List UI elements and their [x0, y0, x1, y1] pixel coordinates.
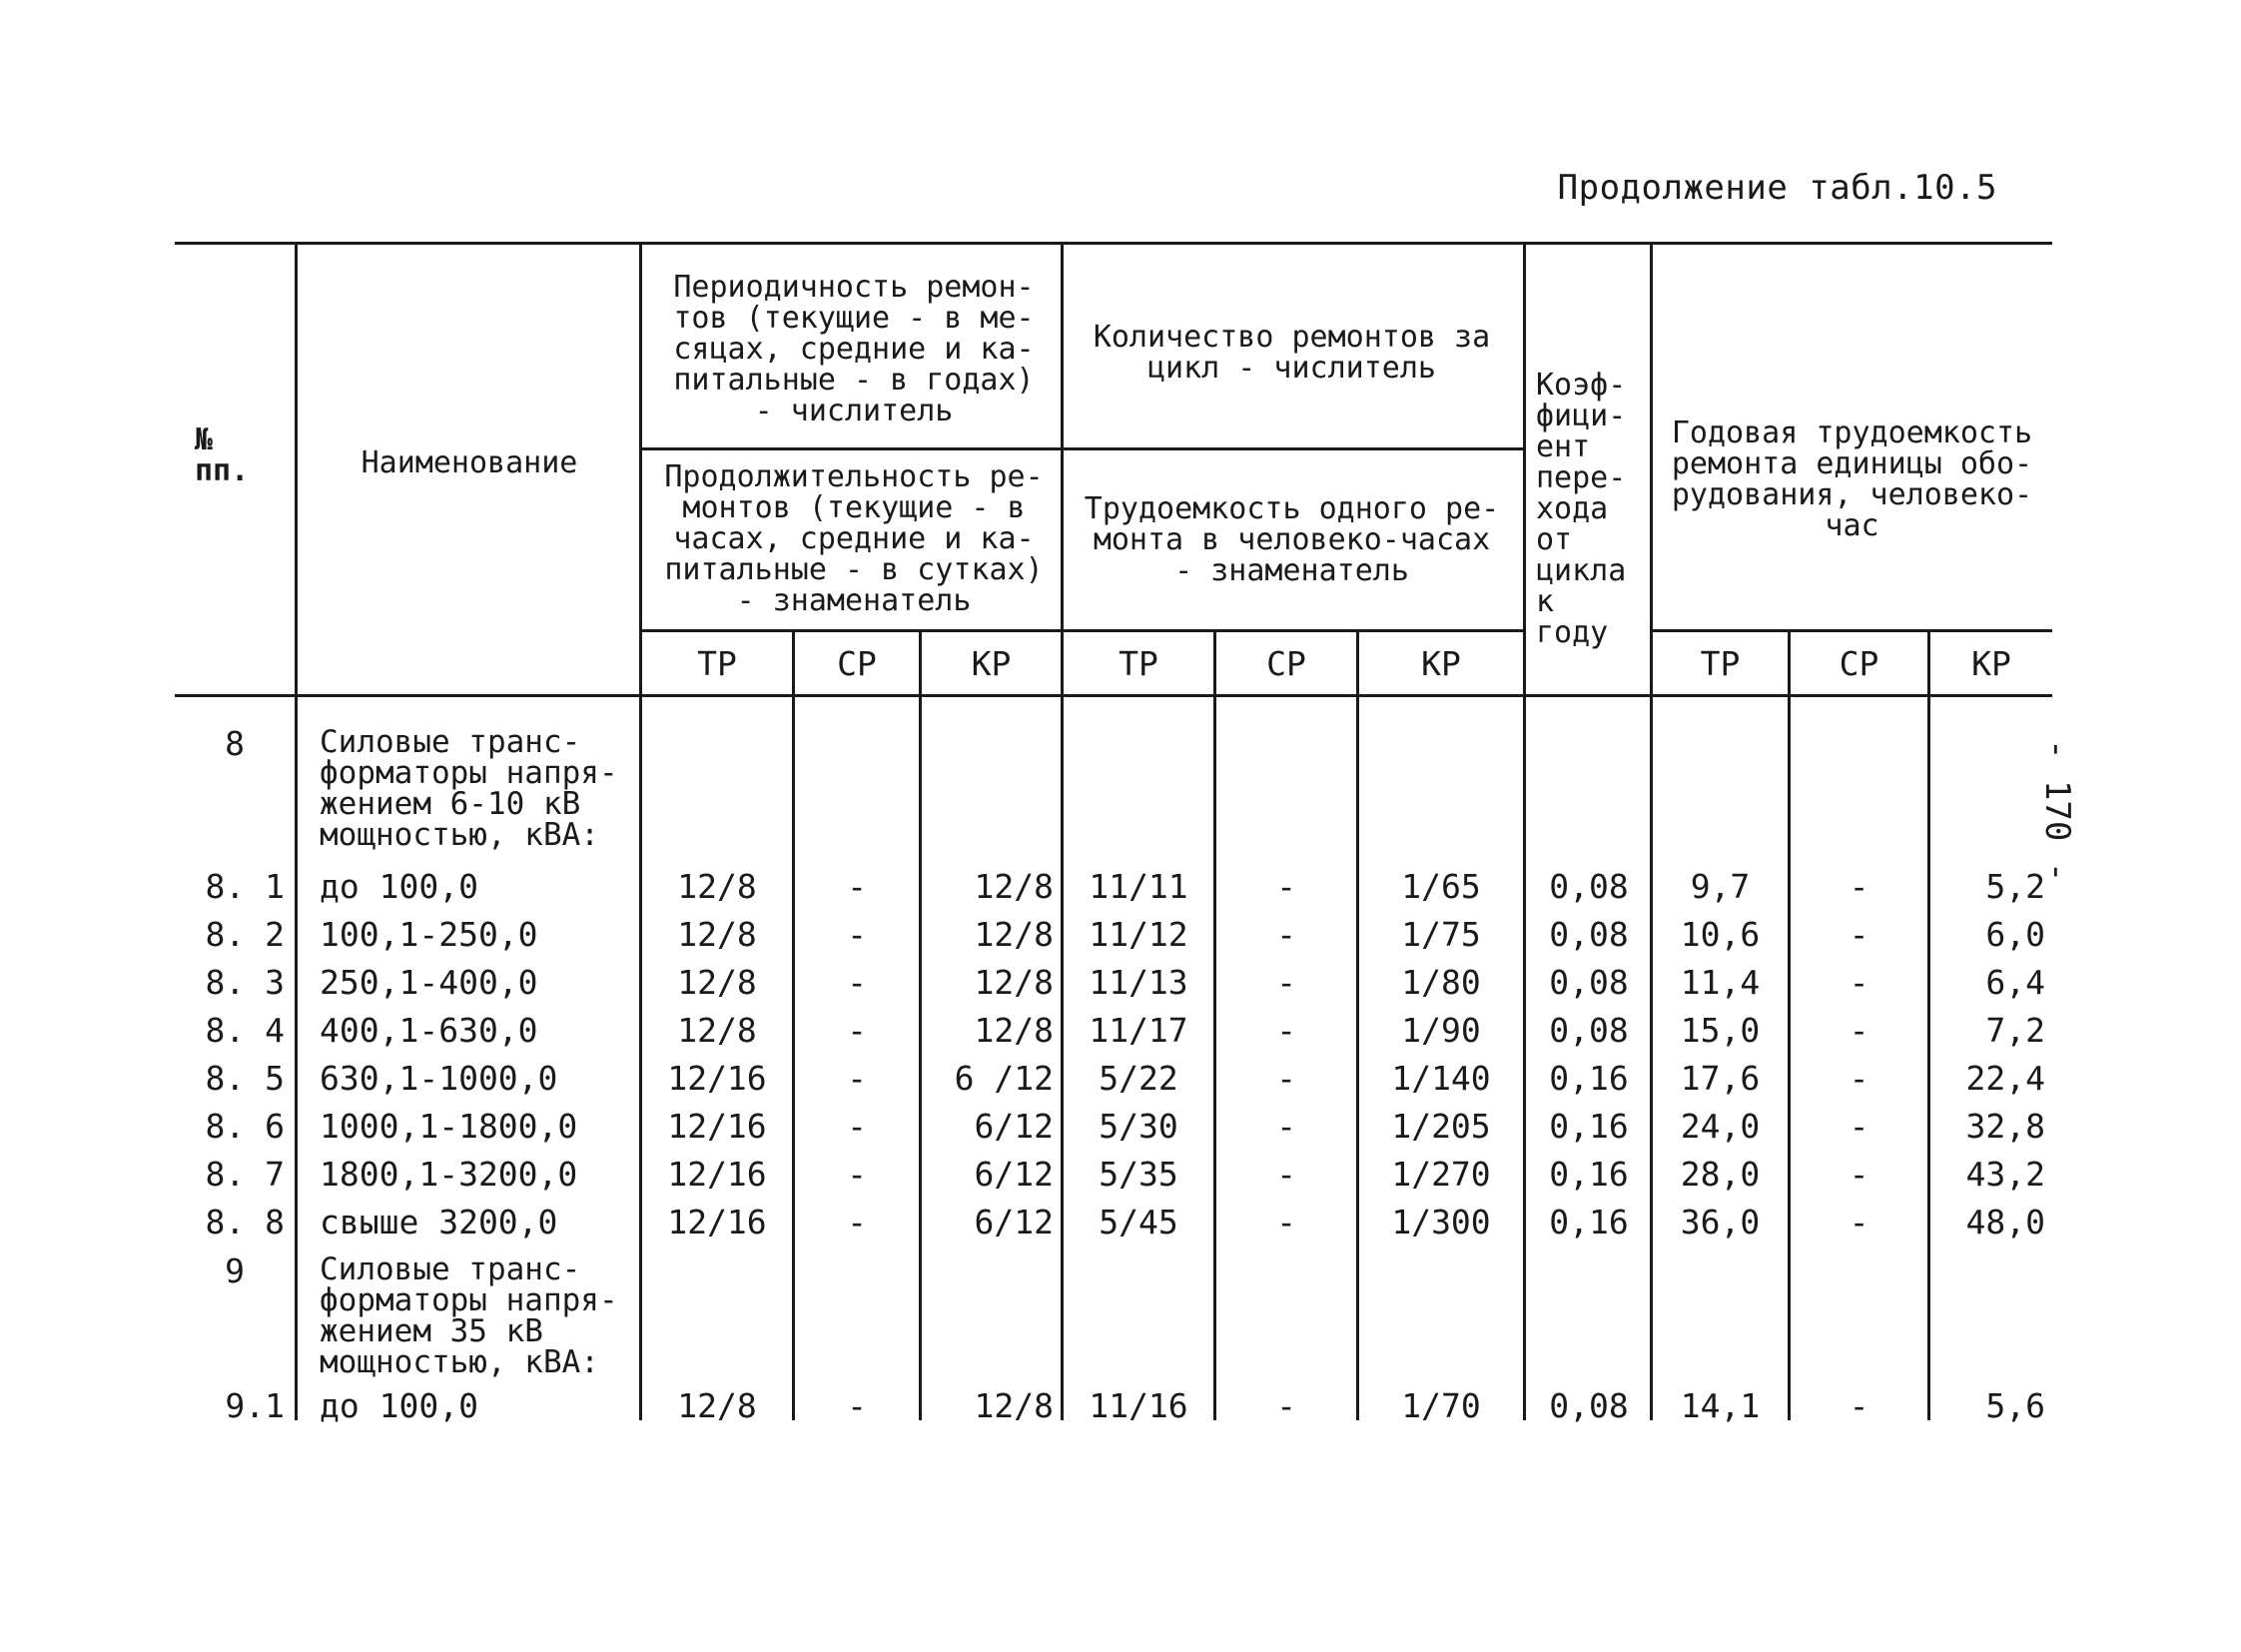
subheader-c-tr: ТР — [1119, 644, 1158, 683]
table-cell-c-kr: 1/270 — [1391, 1155, 1491, 1194]
table-cell-a-tr: 24,0 — [1680, 1107, 1761, 1146]
table-cell-a-kr: 7,2 — [1985, 1011, 2045, 1050]
table-cell-p-kr: 6/12 — [974, 1155, 1054, 1194]
table-cell-coef: 0,16 — [1549, 1155, 1629, 1194]
table-cell-p-tr: 12/16 — [667, 1059, 767, 1098]
table-cell-a-sr: - — [1849, 1155, 1869, 1194]
header-num: № пп. — [195, 422, 250, 488]
table-cell-c-sr: - — [1276, 915, 1296, 954]
header-name: Наименование — [361, 445, 578, 480]
table-cell-a-kr: 6,4 — [1985, 963, 2045, 1002]
table-cell-coef: 0,08 — [1549, 867, 1629, 906]
table-cell-c-kr: 1/70 — [1401, 1386, 1481, 1425]
table-cell-p-kr: 6 /12 — [954, 1059, 1054, 1098]
table-cell-name: 250,1-400,0 — [320, 963, 538, 1002]
table-cell-coef: 0,16 — [1549, 1203, 1629, 1241]
table-cell-p-tr: 12/16 — [667, 1203, 767, 1241]
table-cell-a-sr: - — [1849, 1107, 1869, 1146]
table-cell-c-sr: - — [1276, 1155, 1296, 1194]
group-title: Силовые транс- форматоры напря- жением 35 кВ мощностью, кВА: — [320, 1251, 618, 1380]
header-annual: Годовая трудоемкость ремонта единицы обо- рудования, человеко- час — [1671, 415, 2033, 543]
table-cell-c-tr: 5/45 — [1099, 1203, 1178, 1241]
subheader-a-tr: ТР — [1700, 644, 1741, 683]
table-cell-coef: 0,16 — [1549, 1059, 1629, 1098]
table-cell-c-kr: 1/90 — [1401, 1011, 1481, 1050]
table-cell-c-tr: 5/35 — [1099, 1155, 1178, 1194]
table-cell-a-sr: - — [1849, 1203, 1869, 1241]
table-cell-a-sr: - — [1849, 915, 1869, 954]
table-cell-num: 8. 4 — [205, 1011, 285, 1050]
table-cell-p-sr: - — [847, 1011, 867, 1050]
table-cell-c-sr: - — [1276, 963, 1296, 1002]
table-cell-c-tr: 5/30 — [1099, 1107, 1178, 1146]
subheader-c-kr: КР — [1421, 644, 1461, 683]
table-cell-c-tr: 11/11 — [1089, 867, 1188, 906]
table-cell-coef: 0,08 — [1549, 915, 1629, 954]
table-cell-num: 9.1 — [225, 1386, 285, 1425]
table-cell-coef: 0,08 — [1549, 1386, 1629, 1425]
table-cell-num: 8. 1 — [205, 867, 285, 906]
table-cell-a-tr: 10,6 — [1680, 915, 1761, 954]
group-title: Силовые транс- форматоры напря- жением 6-10 кВ мощностью, кВА: — [320, 724, 618, 853]
header-periodicity: Периодичность ремон- тов (текущие - в ме- сяцах, средние и ка- питальные - в годах) - числитель — [673, 270, 1035, 428]
table-cell-c-sr: - — [1276, 867, 1296, 906]
col-divider-group1 — [1061, 242, 1064, 1420]
table-cell-coef: 0,16 — [1549, 1107, 1629, 1146]
table-caption: Продолжение табл.10.5 — [1557, 168, 1997, 208]
col-divider-num — [295, 242, 298, 1420]
header-sub-rule-2 — [1653, 629, 2052, 632]
table-cell-p-kr: 12/8 — [974, 1011, 1054, 1050]
table-cell-a-kr: 43,2 — [1965, 1155, 2045, 1194]
header-mid-rule-1 — [639, 447, 1523, 450]
table-cell-c-kr: 1/65 — [1401, 867, 1481, 906]
table-cell-p-tr: 12/8 — [677, 1386, 757, 1425]
header-count: Количество ремонтов за цикл - числитель — [1093, 320, 1491, 386]
table-cell-p-tr: 12/8 — [677, 963, 757, 1002]
table-cell-a-kr: 5,2 — [1985, 867, 2045, 906]
table-cell-a-sr: - — [1849, 1059, 1869, 1098]
table-cell-p-sr: - — [847, 867, 867, 906]
header-duration: Продолжительность ре- монтов (текущие - в часах, средние и ка- питальные - в сутках) - знаменатель — [664, 459, 1044, 618]
table-cell-num: 8. 7 — [205, 1155, 285, 1194]
table-cell-c-kr: 1/75 — [1401, 915, 1481, 954]
table-cell-name: 400,1-630,0 — [320, 1011, 538, 1050]
table-cell-c-tr: 11/12 — [1089, 915, 1188, 954]
table-cell-c-kr: 1/205 — [1391, 1107, 1491, 1146]
table-top-rule — [175, 242, 2052, 245]
table-cell-p-kr: 12/8 — [974, 867, 1054, 906]
header-sub-rule-1 — [639, 629, 1523, 632]
table-cell-c-sr: - — [1276, 1059, 1296, 1098]
subheader-p-sr: СР — [837, 644, 877, 683]
table-cell-a-kr: 5,6 — [1985, 1386, 2045, 1425]
table-cell-name: свыше 3200,0 — [320, 1203, 558, 1241]
table-cell-c-kr: 1/140 — [1391, 1059, 1491, 1098]
table-cell-c-sr: - — [1276, 1011, 1296, 1050]
header-bottom-rule — [175, 694, 2052, 697]
table-cell-c-tr: 11/17 — [1089, 1011, 1188, 1050]
subheader-a-sr: СР — [1839, 644, 1879, 683]
table-cell-a-sr: - — [1849, 963, 1869, 1002]
table-cell-num: 8. 6 — [205, 1107, 285, 1146]
table-cell-c-sr: - — [1276, 1203, 1296, 1241]
table-cell-p-kr: 6/12 — [974, 1203, 1054, 1241]
table-cell-c-tr: 11/13 — [1089, 963, 1188, 1002]
col-divider-name — [639, 242, 642, 1420]
table-cell-name: до 100,0 — [320, 1386, 478, 1425]
table-cell-name: 1800,1-3200,0 — [320, 1155, 578, 1194]
table-cell-c-kr: 1/300 — [1391, 1203, 1491, 1241]
table-cell-p-tr: 12/16 — [667, 1107, 767, 1146]
page-number: - 170 - — [2037, 739, 2077, 883]
header-coef: Коэф- фици- ент пере- хода от цикла к году — [1536, 368, 1627, 650]
table-cell-p-sr: - — [847, 1107, 867, 1146]
table-cell-a-kr: 48,0 — [1965, 1203, 2045, 1241]
table-cell-a-tr: 9,7 — [1690, 867, 1751, 906]
table-cell-a-tr: 36,0 — [1680, 1203, 1761, 1241]
table-cell-a-kr: 22,4 — [1965, 1059, 2045, 1098]
table-cell-num: 8. 2 — [205, 915, 285, 954]
col-divider-group2 — [1523, 242, 1526, 1420]
table-cell-p-kr: 12/8 — [974, 1386, 1054, 1425]
table-cell-p-sr: - — [847, 915, 867, 954]
table-cell-p-sr: - — [847, 1155, 867, 1194]
table-cell-a-tr: 14,1 — [1680, 1386, 1761, 1425]
group-number: 9 — [225, 1251, 245, 1290]
table-cell-name: 100,1-250,0 — [320, 915, 538, 954]
table-cell-coef: 0,08 — [1549, 963, 1629, 1002]
table-cell-a-sr: - — [1849, 1011, 1869, 1050]
table-cell-p-tr: 12/16 — [667, 1155, 767, 1194]
table-cell-c-sr: - — [1276, 1107, 1296, 1146]
table-cell-a-kr: 32,8 — [1965, 1107, 2045, 1146]
table-cell-p-kr: 6/12 — [974, 1107, 1054, 1146]
table-cell-name: 630,1-1000,0 — [320, 1059, 558, 1098]
table-cell-p-tr: 12/8 — [677, 915, 757, 954]
table-cell-num: 8. 3 — [205, 963, 285, 1002]
table-cell-p-kr: 12/8 — [974, 915, 1054, 954]
group-number: 8 — [225, 724, 245, 763]
table-cell-num: 8. 8 — [205, 1203, 285, 1241]
table-cell-name: до 100,0 — [320, 867, 478, 906]
table-cell-a-tr: 11,4 — [1680, 963, 1761, 1002]
table-cell-c-tr: 5/22 — [1099, 1059, 1178, 1098]
subheader-a-kr: КР — [1971, 644, 2011, 683]
table-cell-a-tr: 17,6 — [1680, 1059, 1761, 1098]
table-cell-a-tr: 15,0 — [1680, 1011, 1761, 1050]
table-cell-a-sr: - — [1849, 867, 1869, 906]
table-cell-p-sr: - — [847, 1203, 867, 1241]
table-cell-c-tr: 11/16 — [1089, 1386, 1188, 1425]
table-cell-a-kr: 6,0 — [1985, 915, 2045, 954]
table-cell-p-tr: 12/8 — [677, 867, 757, 906]
subheader-c-sr: СР — [1266, 644, 1306, 683]
table-cell-name: 1000,1-1800,0 — [320, 1107, 578, 1146]
header-labor-one: Трудоемкость одного ре- монта в человеко-часах - знаменатель — [1084, 491, 1500, 588]
table-cell-p-tr: 12/8 — [677, 1011, 757, 1050]
table-cell-num: 8. 5 — [205, 1059, 285, 1098]
table-cell-p-kr: 12/8 — [974, 963, 1054, 1002]
table-cell-p-sr: - — [847, 1059, 867, 1098]
table-cell-c-kr: 1/80 — [1401, 963, 1481, 1002]
table-cell-p-sr: - — [847, 1386, 867, 1425]
table-cell-a-tr: 28,0 — [1680, 1155, 1761, 1194]
subheader-p-kr: КР — [971, 644, 1012, 683]
table-cell-coef: 0,08 — [1549, 1011, 1629, 1050]
table-cell-a-sr: - — [1849, 1386, 1869, 1425]
table-cell-c-sr: - — [1276, 1386, 1296, 1425]
subheader-p-tr: ТР — [697, 644, 737, 683]
table-cell-p-sr: - — [847, 963, 867, 1002]
